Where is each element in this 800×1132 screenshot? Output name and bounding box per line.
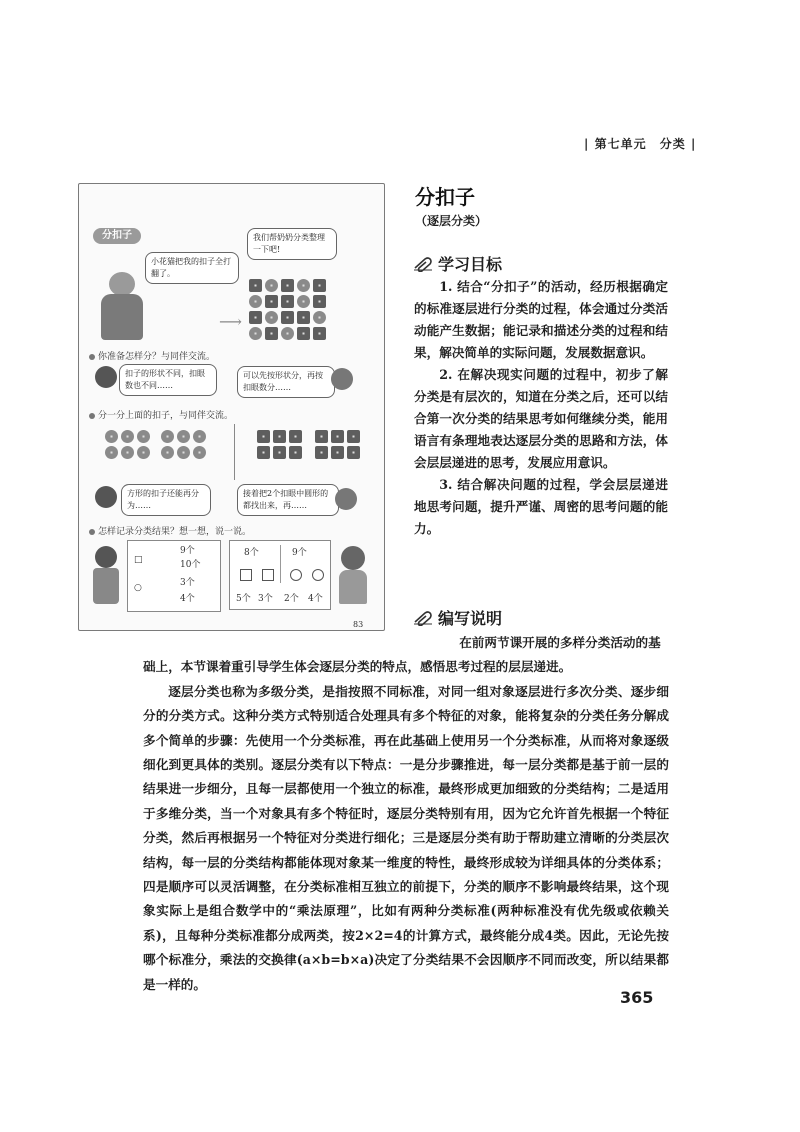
page-number: 365 bbox=[620, 988, 654, 1007]
lesson-subtitle: （逐层分类） bbox=[415, 214, 488, 228]
boy-illustration bbox=[89, 546, 125, 606]
bubble-a: 扣子的形状不同，扣眼数也不同…… bbox=[119, 364, 217, 396]
girl-face bbox=[331, 368, 353, 390]
lesson-badge: 分扣子 bbox=[93, 228, 141, 244]
bubble-helper: 我们帮奶奶分类整理一下吧! bbox=[247, 228, 337, 260]
group-square-1 bbox=[257, 430, 302, 459]
textbook-page-image bbox=[78, 183, 385, 631]
bubble-d: 接着把2个扣眼中圆形的都找出来，再…… bbox=[237, 484, 339, 516]
boy-face bbox=[95, 366, 117, 388]
question-1: 你准备怎样分？与同伴交流。 bbox=[89, 349, 215, 362]
lesson-title: 分扣子 bbox=[415, 185, 475, 209]
group-round-1 bbox=[105, 430, 150, 459]
notes-body bbox=[143, 631, 669, 997]
header-topic: 分类 bbox=[659, 137, 686, 151]
paperclip-icon bbox=[412, 610, 434, 626]
goal-item: 1. 结合“分扣子”的活动，经历根据确定的标准逐层进行分类的过程，体会通过分类活动能产生数据；能记录和描述分类的过程和结果，解决简单的实际问题，发展数据意识。 bbox=[414, 279, 668, 360]
goals-list bbox=[414, 276, 668, 540]
grandma-illustration bbox=[97, 270, 147, 342]
running-header: | 第七单元 分类 | bbox=[584, 137, 697, 151]
group-round-2 bbox=[161, 430, 206, 459]
paperclip-icon bbox=[412, 256, 434, 272]
textbook-page-number: 83 bbox=[353, 620, 364, 629]
goal-item: 2. 在解决现实问题的过程中，初步了解分类是有层次的，知道在分类之后，还可以结合第一次分类的结果思考如何继续分类，能用语言有条理地表达逐层分类的思路和方法，体会层层递进的思考，发展应用意识。 bbox=[414, 367, 668, 470]
header-unit: 第七单元 bbox=[594, 137, 647, 151]
divider-line bbox=[234, 424, 235, 480]
arrow-right-icon: ⟶ bbox=[219, 312, 242, 331]
girl-face-2 bbox=[335, 488, 357, 510]
goal-item: 3. 结合解决问题的过程，学会层层递进地思考问题，提升严谨、周密的思考问题的能力。 bbox=[414, 477, 668, 536]
scattered-buttons bbox=[249, 279, 326, 340]
girl-illustration bbox=[335, 546, 371, 606]
notes-line-2: 础上，本节课着重引导学生体会逐层分类的特点，感悟思考过程的层层递进。 bbox=[143, 659, 572, 675]
question-3: 怎样记录分类结果？想一想，说一说。 bbox=[89, 524, 251, 537]
bubble-b: 可以先按形状分，再按扣眼数分…… bbox=[237, 366, 335, 398]
notes-heading: 编写说明 bbox=[412, 606, 502, 629]
goals-heading: 学习目标 bbox=[412, 252, 502, 275]
group-square-2 bbox=[315, 430, 360, 459]
count-board: 8个 9个 5个 3个 2个 4个 bbox=[229, 540, 331, 610]
bubble-grandma: 小花猫把我的扣子全打翻了。 bbox=[145, 252, 239, 284]
notes-paragraph-2: 逐层分类也称为多级分类，是指按照不同标准，对同一组对象逐层进行多次分类、逐步细分的分类方式。这种分类方式特别适合处理具有多个特征的对象，能将复杂的分类任务分解成多个简单的步骤：先使用一个分类标准，再在此基础上使用另一个分类标准，从而将对象逐级细化到更具体的类别。逐层分类有以下特点：一是分步骤推进，每一层分类都是基于前一层的结果进一步细分，且每一层都使用一个独立的标准，最终形成更加细致的分类结构；二是适用于多维分类，当一个对象具有多个特征时，逐层分类特别有用，因为它允许首先根据一个特征分类，然后再根据另一个特征对分类进行细化；三是逐层分类有助于帮助建立清晰的分类层次结构，每一层的分类结构都能体现对象某一维度的特性，最终形成较为详细具体的分类体系；四是顺序可以灵活调整，在分类标准相互独立的前提下，分类的顺序不影响最终结果，这个现象实际上是组合数学中的“乘法原理”，比如有两种分类标准(两种标准没有优先级或依赖关系)，且每种分类标准都分成两类，按2×2=4的计算方式，最终能分成4类。因此，无论先按哪个标准分，乘法的交换律(a×b=b×a)决定了分类结果不会因顺序不同而改变，所以结果都是一样的。 bbox=[143, 683, 669, 992]
boy-face-2 bbox=[95, 486, 117, 508]
question-2: 分一分上面的扣子，与同伴交流。 bbox=[89, 408, 233, 421]
notes-line-1: 在前两节课开展的多样分类活动的基 bbox=[459, 635, 661, 650]
bubble-c: 方形的扣子还能再分为…… bbox=[121, 484, 211, 516]
tally-board: □ ○ 9个 10个 3个 4个 bbox=[127, 540, 221, 612]
